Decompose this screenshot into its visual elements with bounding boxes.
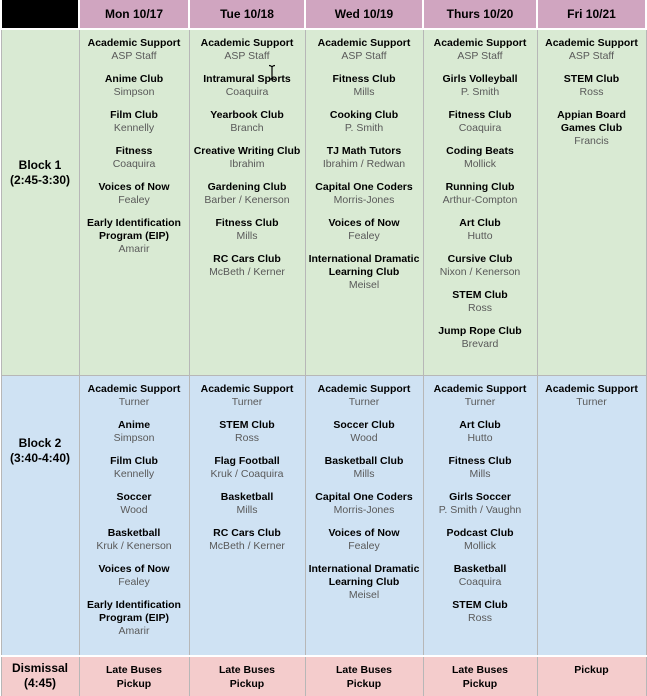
activity-staff: Ibrahim — [229, 158, 265, 170]
activity-name: Soccer — [116, 490, 152, 503]
activity-entry — [83, 109, 186, 135]
activity-staff: Amarir — [118, 243, 150, 255]
activity-staff: Turner — [231, 395, 263, 408]
activity-staff: Hutto — [467, 230, 493, 242]
activity-entry — [193, 145, 302, 171]
day-header-wed[interactable]: Wed 10/19 — [305, 0, 423, 29]
activity-name: Academic Support — [317, 37, 411, 49]
activity-staff: Mills — [353, 467, 375, 480]
activity-staff: Meisel — [348, 588, 380, 601]
activity-staff: Barber / Kenerson — [204, 194, 290, 206]
activity-name: RC Cars Club — [213, 253, 281, 265]
activity-staff: Arthur-Compton — [442, 194, 518, 206]
activity-name: Appian Board Games Club — [557, 109, 626, 134]
activity-staff: Kennelly — [113, 122, 155, 134]
activity-entry — [427, 563, 534, 589]
activity-name: Capital One Coders — [315, 181, 413, 193]
activity-entry — [309, 455, 420, 481]
block1-title: Block 1 — [18, 158, 62, 172]
activity-staff: Mills — [236, 503, 258, 516]
activity-name: Capital One Coders — [315, 490, 413, 503]
activity-name: Film Club — [110, 454, 158, 467]
activity-name: Art Club — [459, 217, 501, 229]
activity-staff: P. Smith — [460, 86, 500, 98]
activity-name: Fitness — [115, 145, 153, 157]
activity-entry — [309, 181, 420, 207]
activity-entry — [309, 419, 420, 445]
activity-entry — [83, 491, 186, 517]
activity-name: Fitness Club — [215, 217, 279, 229]
activity-name: Girls Soccer — [449, 490, 511, 503]
activity-staff: Fealey — [118, 575, 150, 588]
activity-staff: Ibrahim / Redwan — [322, 158, 406, 170]
activity-entry — [541, 383, 643, 409]
activity-entry — [83, 527, 186, 553]
activity-staff: Morris-Jones — [333, 503, 395, 516]
activity-entry — [427, 527, 534, 553]
activity-entry — [427, 253, 534, 279]
activity-staff: Fealey — [348, 230, 380, 242]
cell-block2-wed[interactable] — [305, 375, 423, 656]
activity-staff: Mills — [469, 467, 491, 480]
cell-block1-wed[interactable] — [305, 29, 423, 375]
cell-dismissal-fri[interactable] — [537, 656, 646, 696]
activity-entry — [309, 37, 420, 63]
activity-staff: Francis — [574, 135, 609, 147]
activity-name: Early Identification Program (EIP) — [87, 217, 181, 242]
activity-entry — [309, 109, 420, 135]
dismissal-time: (4:45) — [23, 676, 56, 691]
activity-staff: Simpson — [113, 86, 155, 98]
activity-staff: Mills — [353, 86, 375, 98]
cell-block2-mon[interactable] — [79, 375, 189, 656]
activity-name: Coding Beats — [446, 145, 514, 157]
activity-name: Voices of Now — [328, 217, 400, 229]
dismissal-text-line: Pickup — [116, 678, 152, 690]
activity-name: Fitness Club — [448, 454, 512, 467]
activity-name: Flag Football — [214, 454, 280, 467]
activity-staff: Morris-Jones — [333, 194, 395, 206]
cell-dismissal-tue[interactable] — [189, 656, 305, 696]
activity-staff: Ross — [468, 302, 492, 314]
activity-name: Voices of Now — [98, 181, 170, 193]
activity-staff: ASP Staff — [111, 50, 157, 62]
activity-name: International Dramatic Learning Club — [308, 253, 420, 278]
activity-entry — [83, 145, 186, 171]
activity-entry — [193, 527, 302, 553]
activity-name: Gardening Club — [207, 181, 287, 193]
activity-entry — [427, 37, 534, 63]
day-header-row — [1, 0, 646, 29]
activity-entry — [193, 181, 302, 207]
activity-entry — [309, 253, 420, 292]
activity-name: Anime Club — [104, 73, 164, 85]
activity-staff: ASP Staff — [341, 50, 387, 62]
activity-staff: Nixon / Kenerson — [439, 266, 521, 278]
activity-staff: Mills — [236, 230, 258, 242]
activity-staff: Fealey — [348, 539, 380, 552]
cell-block1-mon[interactable] — [79, 29, 189, 375]
activity-entry — [83, 181, 186, 207]
activity-staff: P. Smith — [344, 122, 384, 134]
activity-entry — [427, 217, 534, 243]
dismissal-label — [1, 656, 79, 696]
activity-name: STEM Club — [452, 598, 508, 611]
activity-entry — [427, 491, 534, 517]
activity-entry — [541, 73, 643, 99]
activity-staff: Simpson — [113, 431, 155, 444]
day-header-tue[interactable]: Tue 10/18 — [189, 0, 305, 29]
activity-entry — [193, 253, 302, 279]
block1-time: (2:45-3:30) — [9, 173, 71, 187]
activity-entry — [193, 217, 302, 243]
activity-entry — [193, 419, 302, 445]
cell-block1-tue[interactable] — [189, 29, 305, 375]
activity-name: Intramural Sports — [203, 73, 291, 85]
activity-staff: Ross — [468, 611, 492, 624]
activity-staff: Wood — [350, 431, 378, 444]
activity-entry — [309, 527, 420, 553]
block2-label — [1, 375, 79, 656]
activity-staff: Amarir — [118, 624, 150, 637]
activity-staff: P. Smith / Vaughn — [438, 503, 522, 516]
cell-dismissal-mon[interactable] — [79, 656, 189, 696]
activity-staff: Meisel — [348, 279, 380, 291]
activity-entry — [541, 109, 643, 148]
dismissal-text-line: Late Buses — [335, 664, 393, 676]
block1-row — [1, 29, 646, 375]
dismissal-text-line: Pickup — [574, 664, 609, 676]
activity-name: Cursive Club — [447, 253, 513, 265]
activity-name: Soccer Club — [333, 418, 395, 431]
activity-name: STEM Club — [563, 73, 620, 85]
activity-staff: Turner — [348, 395, 380, 408]
activity-name: Academic Support — [433, 382, 527, 395]
activity-staff: Coaquira — [112, 158, 156, 170]
activity-entry — [541, 37, 643, 63]
dismissal-text-line: Late Buses — [218, 664, 276, 676]
activity-staff: Kruk / Coaquira — [210, 467, 284, 480]
activity-name: Basketball — [107, 526, 161, 539]
cell-block2-fri[interactable] — [537, 375, 646, 656]
activity-entry — [83, 217, 186, 256]
activity-entry — [427, 599, 534, 625]
activity-name: Jump Rope Club — [438, 325, 522, 337]
activity-name: Anime — [117, 418, 151, 431]
activity-staff: Branch — [230, 122, 264, 134]
dismissal-text-line: Pickup — [346, 678, 382, 690]
activity-entry — [309, 563, 420, 602]
activity-staff: ASP Staff — [224, 50, 270, 62]
activity-name: Fitness Club — [448, 109, 512, 121]
block2-title: Block 2 — [18, 435, 62, 450]
cell-block1-fri[interactable] — [537, 29, 646, 375]
dismissal-text-line: Late Buses — [451, 664, 509, 676]
activity-entry — [83, 599, 186, 638]
activity-staff: Hutto — [467, 431, 493, 444]
activity-entry — [309, 491, 420, 517]
activity-entry — [309, 145, 420, 171]
activity-entry — [427, 73, 534, 99]
activity-name: Basketball — [453, 562, 507, 575]
activity-entry — [83, 383, 186, 409]
activity-staff: Mollick — [463, 158, 497, 170]
activity-staff: Ross — [235, 431, 259, 444]
activity-entry — [193, 383, 302, 409]
activity-entry — [193, 73, 302, 99]
activity-entry — [83, 73, 186, 99]
activity-entry — [427, 419, 534, 445]
day-header-thurs[interactable]: Thurs 10/20 — [423, 0, 537, 29]
activity-name: TJ Math Tutors — [326, 145, 402, 157]
activity-name: Creative Writing Club — [193, 145, 301, 157]
activity-entry — [83, 37, 186, 63]
corner-cell — [1, 0, 79, 29]
dismissal-text-line: Late Buses — [105, 664, 163, 676]
cell-dismissal-thurs[interactable] — [423, 656, 537, 696]
activity-name: Cooking Club — [329, 109, 399, 121]
activity-name: STEM Club — [452, 289, 508, 301]
activity-staff: Turner — [118, 395, 150, 408]
activity-name: Academic Support — [200, 37, 294, 49]
activity-name: Yearbook Club — [210, 109, 284, 121]
activity-entry — [427, 289, 534, 315]
activity-entry — [427, 145, 534, 171]
activity-entry — [193, 109, 302, 135]
activity-staff: Brevard — [461, 338, 499, 350]
activity-name: RC Cars Club — [213, 526, 281, 539]
activity-staff: McBeth / Kerner — [209, 539, 285, 552]
activity-name: Academic Support — [545, 37, 638, 49]
activity-name: Basketball — [220, 490, 274, 503]
activity-staff: Mollick — [463, 539, 497, 552]
activity-name: Academic Support — [200, 382, 294, 395]
activity-name: Podcast Club — [446, 526, 514, 539]
activity-name: Academic Support — [87, 37, 181, 49]
activity-name: Running Club — [445, 181, 515, 193]
activity-name: Academic Support — [317, 382, 411, 395]
activity-staff: Kruk / Kenerson — [96, 539, 172, 552]
activity-entry — [83, 455, 186, 481]
activity-staff: McBeth / Kerner — [209, 266, 285, 278]
activity-staff: Wood — [120, 503, 148, 516]
activity-entry — [309, 217, 420, 243]
activity-entry — [193, 491, 302, 517]
activity-staff: Ross — [579, 86, 604, 98]
activity-name: Academic Support — [87, 382, 181, 395]
cell-block2-tue[interactable] — [189, 375, 305, 656]
activity-entry — [193, 37, 302, 63]
activity-entry — [193, 455, 302, 481]
block1-label — [1, 29, 79, 375]
activity-entry — [309, 73, 420, 99]
activity-staff: Coaquira — [225, 86, 269, 98]
activity-name: Basketball Club — [324, 454, 404, 467]
activity-entry — [427, 181, 534, 207]
dismissal-text-line: Pickup — [462, 678, 498, 690]
activity-name: Early Identification Program (EIP) — [87, 598, 181, 624]
dismissal-text-line: Pickup — [229, 678, 265, 690]
activity-entry — [427, 455, 534, 481]
activity-entry — [427, 383, 534, 409]
activity-entry — [83, 563, 186, 589]
activity-entry — [427, 109, 534, 135]
activity-name: International Dramatic Learning Club — [308, 562, 420, 588]
dismissal-title: Dismissal — [11, 661, 69, 676]
activity-name: Academic Support — [433, 37, 527, 49]
activity-name: Voices of Now — [98, 562, 170, 575]
dismissal-row — [1, 656, 646, 696]
block2-row — [1, 375, 646, 656]
activity-name: Voices of Now — [328, 526, 400, 539]
activity-name: Art Club — [459, 418, 501, 431]
cell-block1-thurs[interactable] — [423, 29, 537, 375]
activity-staff: Coaquira — [458, 122, 502, 134]
activity-staff: Kennelly — [113, 467, 155, 480]
activity-staff: Turner — [576, 395, 607, 408]
block2-time: (3:40-4:40) — [9, 450, 71, 465]
activity-name: Fitness Club — [332, 73, 396, 85]
day-header-fri[interactable]: Fri 10/21 — [537, 0, 646, 29]
cell-dismissal-wed[interactable] — [305, 656, 423, 696]
activity-staff: ASP Staff — [457, 50, 503, 62]
activity-entry — [83, 419, 186, 445]
activity-staff: Fealey — [118, 194, 150, 206]
day-header-mon[interactable]: Mon 10/17 — [79, 0, 189, 29]
cell-block2-thurs[interactable] — [423, 375, 537, 656]
activity-staff: Coaquira — [458, 575, 502, 588]
activity-staff: Turner — [464, 395, 496, 408]
activity-entry — [427, 325, 534, 351]
activity-name: Girls Volleyball — [442, 73, 518, 85]
activity-staff: ASP Staff — [568, 50, 615, 62]
activity-name: Academic Support — [545, 382, 638, 395]
activity-name: STEM Club — [219, 418, 275, 431]
activity-entry — [309, 383, 420, 409]
activity-name: Film Club — [110, 109, 158, 121]
